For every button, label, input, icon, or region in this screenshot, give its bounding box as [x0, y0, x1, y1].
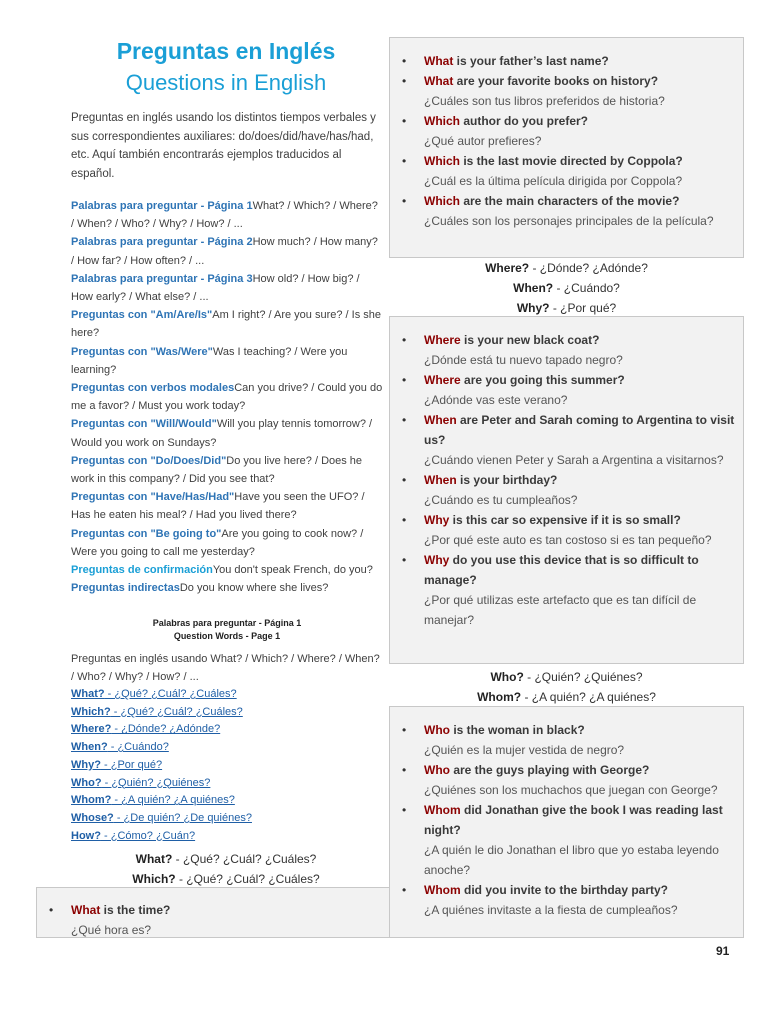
example-item: [424, 800, 743, 880]
example-question: [424, 510, 743, 530]
header-word: Whom?: [477, 690, 522, 704]
example-item: [424, 151, 743, 191]
example-keyword: What: [424, 74, 454, 88]
word-section-link[interactable]: Preguntas indirectas: [71, 582, 180, 595]
word-section: [71, 233, 383, 269]
question-word-link[interactable]: [71, 775, 383, 793]
question-word-meaning: - ¿Quién? ¿Quiénes?: [101, 776, 211, 789]
question-word-link[interactable]: [71, 704, 383, 722]
question-word: Who?: [71, 776, 102, 789]
example-keyword: What: [424, 54, 454, 68]
word-section-text: Am I right? / Are you sure? / Is she here?: [71, 309, 381, 340]
question-word-meaning: - ¿De quién? ¿De quiénes?: [113, 811, 252, 824]
question-word-meaning: - ¿Por qué?: [100, 758, 163, 771]
example-item: [424, 71, 743, 111]
header-word: Which?: [132, 872, 176, 886]
example-keyword: Which: [424, 154, 460, 168]
word-section-text: Do you live here? / Does he work in this company? / Did you see that?: [71, 454, 363, 486]
example-item: [424, 470, 743, 510]
example-answer: ¿Qué hora es?: [71, 923, 152, 937]
example-question-rest: is your birthday?: [456, 473, 558, 487]
example-question-rest: do you use this device that is so difficult to manage?: [424, 553, 699, 587]
right-headers-1: [389, 258, 744, 318]
word-section: [71, 197, 383, 233]
example-question-rest: are you going this summer?: [460, 373, 625, 387]
example-keyword: Who: [424, 723, 450, 737]
question-word: Whom?: [71, 794, 112, 807]
word-section-text: How much? / How many? / How far? / How often? / ...: [71, 236, 378, 267]
example-item: [424, 330, 743, 370]
example-question: [424, 880, 743, 900]
example-question: [424, 71, 743, 91]
example-question-rest: is the woman in black?: [450, 723, 585, 737]
example-list: [390, 720, 743, 920]
question-word-link[interactable]: [71, 810, 383, 828]
word-section-link[interactable]: Palabras para preguntar - Página 1: [71, 200, 253, 212]
example-question-rest: is this car so expensive if it is so small?: [449, 513, 681, 527]
example-question: [424, 191, 743, 211]
example-question-rest: is your new black coat?: [460, 333, 600, 347]
example-question: [424, 410, 743, 450]
word-section: [71, 306, 383, 342]
example-answer: ¿Por qué este auto es tan costoso si es tan pequeño?: [424, 533, 712, 547]
example-item: [424, 510, 743, 550]
question-word-meaning: - ¿Cuándo?: [107, 741, 169, 754]
header-meaning: - ¿A quién? ¿A quiénes?: [521, 690, 656, 704]
example-question: [424, 330, 743, 350]
example-question-rest: are the main characters of the movie?: [460, 194, 680, 208]
header-meaning: - ¿Qué? ¿Cuál? ¿Cuáles?: [175, 872, 320, 886]
example-keyword: Which: [424, 114, 460, 128]
example-question-rest: author do you prefer?: [460, 114, 589, 128]
example-answer: ¿Quién es la mujer vestida de negro?: [424, 743, 625, 757]
example-item: [424, 720, 743, 760]
section-heading-es: Palabras para preguntar - Página 1: [152, 618, 302, 628]
example-list: [390, 330, 743, 630]
example-box-where-when-why: [389, 316, 744, 664]
header-line: [389, 258, 744, 278]
example-question-rest: are Peter and Sarah coming to Argentina to visit us?: [424, 413, 735, 447]
header-line: [70, 869, 382, 889]
word-section-link[interactable]: Preguntas de confirmación: [71, 564, 213, 577]
example-keyword: Whom: [424, 803, 461, 817]
header-word: When?: [513, 281, 554, 295]
example-question: [424, 720, 743, 740]
example-list: [390, 51, 743, 231]
question-word: Which?: [71, 705, 111, 718]
example-question: [424, 111, 743, 131]
header-line: [389, 667, 744, 687]
example-question: [424, 800, 743, 840]
example-box-who-whom: [389, 706, 744, 938]
header-line: [389, 687, 744, 707]
header-meaning: - ¿Por qué?: [549, 301, 617, 315]
example-question-rest: are your favorite books on history?: [453, 74, 659, 88]
word-section-link[interactable]: Preguntas con "Have/Has/Had": [71, 491, 235, 504]
example-item: [424, 550, 743, 630]
question-word-link[interactable]: [71, 792, 383, 810]
word-section: [71, 561, 383, 579]
word-section-text: Will you play tennis tomorrow? / Would you work on Sundays?: [71, 418, 373, 449]
question-word-link[interactable]: [71, 757, 383, 775]
example-item: [424, 410, 743, 470]
example-list: [37, 900, 391, 940]
question-word: How?: [71, 829, 101, 842]
example-keyword: When: [424, 413, 457, 427]
example-answer: ¿Qué autor prefieres?: [424, 134, 542, 148]
word-section: [71, 579, 383, 597]
word-section: [71, 270, 383, 306]
header-word: Where?: [485, 261, 530, 275]
header-word: What?: [135, 852, 173, 866]
question-word: What?: [71, 688, 105, 700]
example-item: [424, 760, 743, 800]
intro-paragraph: Preguntas en inglés usando los distintos tiempos verbales y sus correspondientes auxiliares: do/does/did/have/has/had, etc. Aquí también encontrarás ejemplos traducidos al español.: [71, 112, 376, 180]
word-section-link[interactable]: Palabras para preguntar - Página 2: [71, 236, 253, 249]
word-section-link[interactable]: Palabras para preguntar - Página 3: [71, 272, 253, 285]
example-keyword: Whom: [424, 883, 461, 897]
example-question: [71, 900, 391, 920]
example-item: [424, 191, 743, 231]
question-word-meaning: - ¿Qué? ¿Cuál? ¿Cuáles?: [104, 688, 237, 700]
question-word-link[interactable]: [71, 828, 383, 846]
example-item: [424, 370, 743, 410]
word-section-text: What? / Which? / Where? / When? / Who? / Why? / How? / ...: [71, 200, 378, 231]
page-subtitle: Questions in English: [125, 70, 327, 95]
example-answer: ¿A quién le dio Jonathan el libro que yo estaba leyendo anoche?: [424, 843, 719, 877]
example-answer: ¿Por qué utilizas este artefacto que es tan difícil de manejar?: [424, 593, 697, 627]
word-section-text: You don't speak French, do you?: [212, 564, 373, 577]
question-word: Where?: [71, 723, 112, 736]
question-word-meaning: - ¿Qué? ¿Cuál? ¿Cuáles?: [110, 705, 243, 718]
example-question-rest: is your father’s last name?: [453, 54, 609, 68]
question-word-meaning: - ¿Dónde? ¿Adónde?: [111, 723, 221, 736]
example-answer: ¿A quiénes invitaste a la fiesta de cumpleaños?: [424, 903, 678, 917]
word-section: [71, 452, 383, 488]
example-question: [424, 51, 743, 71]
example-box-what-which: [389, 37, 744, 258]
example-question: [424, 370, 743, 390]
example-question: [424, 470, 743, 490]
example-keyword: When: [424, 473, 457, 487]
question-word: When?: [71, 741, 108, 754]
example-question-rest: is the last movie directed by Coppola?: [460, 154, 683, 168]
example-item: [71, 900, 391, 940]
example-item: [424, 880, 743, 920]
question-words-list: [71, 686, 383, 845]
header-meaning: - ¿Quién? ¿Quiénes?: [523, 670, 643, 684]
example-question: [424, 760, 743, 780]
word-section-text: How old? / How big? / How early? / What else? / ...: [71, 272, 360, 304]
example-question-rest: did Jonathan give the book I was reading last night?: [424, 803, 723, 837]
word-section-link[interactable]: Preguntas con "Was/Were": [71, 345, 213, 358]
page-title: Preguntas en Inglés: [116, 38, 336, 64]
header-line: [389, 298, 744, 318]
section-intro: Preguntas en inglés usando What? / Which? / Where? / When? / Who? / Why? / How? / ...: [71, 653, 380, 684]
word-section: [71, 343, 383, 379]
word-section-text: Have you seen the UFO? / Has he eaten his meal? / Had you lived there?: [71, 491, 365, 522]
page-number: 91: [716, 944, 730, 958]
word-section-text: Can you drive? / Could you do me a favor? / Must you work today?: [71, 382, 383, 413]
question-word-meaning: - ¿A quién? ¿A quiénes?: [111, 794, 235, 807]
example-answer: ¿Dónde está tu nuevo tapado negro?: [424, 353, 623, 367]
question-word: Whose?: [71, 811, 114, 824]
word-section-link[interactable]: Preguntas con "Will/Would": [71, 418, 217, 431]
word-section-link[interactable]: Preguntas con "Do/Does/Did": [71, 454, 227, 467]
example-item: [424, 51, 743, 71]
word-section-link[interactable]: Preguntas con verbos modales: [71, 382, 235, 395]
example-item: [424, 111, 743, 151]
question-word: Why?: [71, 758, 101, 771]
example-question-rest: did you invite to the birthday party?: [460, 883, 669, 897]
header-meaning: - ¿Cuándo?: [553, 281, 620, 295]
header-word: Who?: [490, 670, 524, 684]
left-headers: [70, 849, 382, 889]
example-answer: ¿Cuándo vienen Peter y Sarah a Argentina a visitarnos?: [424, 453, 724, 467]
example-question-rest: are the guys playing with George?: [450, 763, 650, 777]
word-section: [71, 379, 383, 415]
word-section: [71, 525, 383, 561]
word-section: [71, 488, 383, 524]
example-keyword: Where: [424, 373, 461, 387]
header-meaning: - ¿Qué? ¿Cuál? ¿Cuáles?: [172, 852, 317, 866]
example-answer: ¿Quiénes son los muchachos que juegan con George?: [424, 783, 718, 797]
example-question: [424, 550, 743, 590]
example-keyword: Which: [424, 194, 460, 208]
word-section-text: Was I teaching? / Were you learning?: [71, 345, 348, 376]
question-word-link[interactable]: [71, 686, 383, 704]
question-word-link[interactable]: [71, 739, 383, 757]
right-headers-2: [389, 667, 744, 707]
example-question-rest: is the time?: [100, 903, 171, 917]
question-word-link[interactable]: [71, 721, 383, 739]
example-keyword: Why: [424, 513, 450, 527]
word-section-text: Are you going to cook now? / Were you going to call me yesterday?: [71, 527, 364, 558]
example-keyword: Where: [424, 333, 461, 347]
example-answer: ¿Cuándo es tu cumpleaños?: [424, 493, 578, 507]
header-word: Why?: [516, 301, 550, 315]
header-line: [70, 849, 382, 869]
word-section-link[interactable]: Preguntas con "Am/Are/Is": [71, 309, 213, 322]
question-word-meaning: - ¿Cómo? ¿Cuán?: [100, 829, 196, 842]
header-line: [389, 278, 744, 298]
example-question: [424, 151, 743, 171]
example-answer: ¿Cuál es la última película dirigida por Coppola?: [424, 174, 683, 188]
example-answer: ¿Cuáles son los personajes principales de la película?: [424, 214, 714, 228]
example-answer: ¿Cuáles son tus libros preferidos de historia?: [424, 94, 665, 108]
word-section-text: Do you know where she lives?: [179, 582, 329, 595]
example-keyword: What: [71, 903, 101, 917]
example-keyword: Why: [424, 553, 450, 567]
word-sections-list: [71, 197, 383, 597]
example-keyword: Who: [424, 763, 450, 777]
section-heading: [71, 617, 383, 643]
word-section-link[interactable]: Preguntas con "Be going to": [71, 527, 222, 540]
example-box-what: [36, 887, 392, 938]
section-heading-en: Question Words - Page 1: [173, 631, 281, 641]
header-meaning: - ¿Dónde? ¿Adónde?: [529, 261, 648, 275]
example-answer: ¿Adónde vas este verano?: [424, 393, 568, 407]
word-section: [71, 415, 383, 451]
